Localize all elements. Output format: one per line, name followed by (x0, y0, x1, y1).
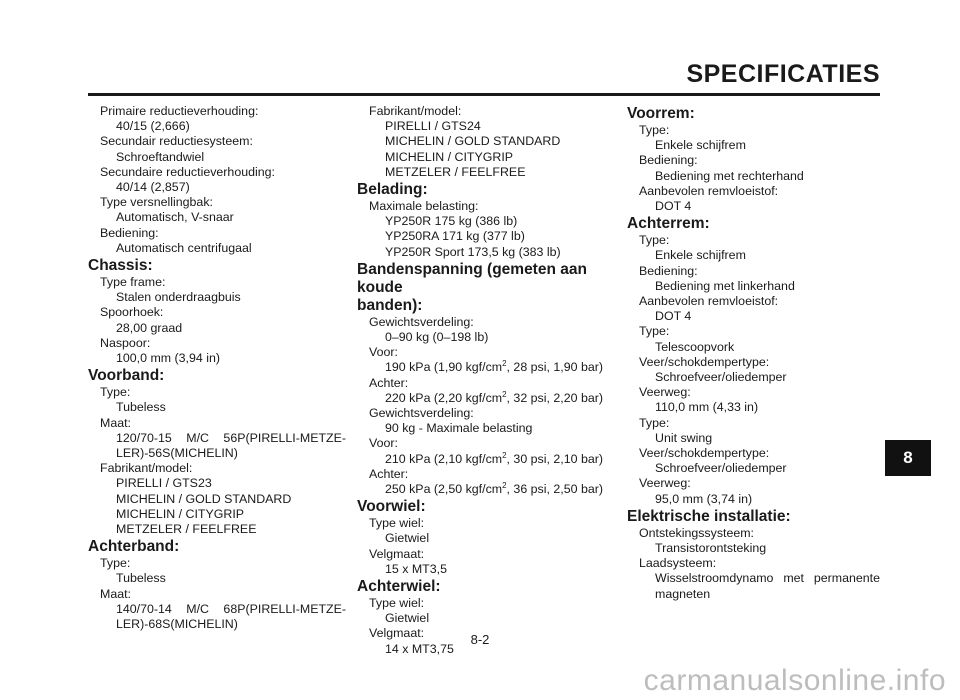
spec-label: Ontstekingssysteem: (639, 525, 755, 540)
heading-line: Bandenspanning (gemeten aan koude (357, 260, 587, 296)
spec-label: Type wiel: (369, 596, 425, 611)
spec-label: Gewichtsverdeling: (369, 314, 474, 329)
spec-value: METZELER / FEELFREE (116, 522, 257, 537)
spec-label: Bediening: (100, 225, 159, 240)
spec-label: Aanbevolen remvloeistof: (639, 294, 779, 309)
spec-value: LER)-56S(MICHELIN) (116, 446, 238, 461)
superscript: 2 (502, 450, 507, 460)
spec-value: MICHELIN / CITYGRIP (116, 506, 245, 521)
spec-label: Type: (100, 385, 131, 400)
spec-value: Automatisch, V-snaar (116, 210, 234, 225)
spec-value: Stalen onderdraagbuis (116, 290, 241, 305)
spec-value: 15 x MT3,5 (385, 561, 447, 576)
spec-value: DOT 4 (655, 309, 692, 324)
spec-value: LER)-68S(MICHELIN) (116, 617, 238, 632)
spec-label: Laadsysteem: (639, 556, 717, 571)
spec-label: Veer/schokdempertype: (639, 354, 770, 369)
spec-label: Type: (639, 324, 670, 339)
pressure-text: 190 kPa (1,90 kgf/cm (385, 360, 503, 375)
section-heading-achterwiel: Achterwiel: (357, 578, 441, 596)
spec-value: 110,0 mm (4,33 in) (655, 400, 759, 415)
spec-label: Type: (100, 556, 131, 571)
spec-value: METZELER / FEELFREE (385, 164, 526, 179)
spec-label: Velgmaat: (369, 626, 425, 641)
header-rule (88, 93, 880, 96)
spec-label: Voor: (369, 345, 398, 360)
superscript: 2 (502, 359, 507, 369)
spec-value: Gietwiel (385, 531, 430, 546)
watermark: carmanualsonline.info (643, 664, 946, 697)
spec-value: Automatisch centrifugaal (116, 240, 252, 255)
spec-label: Naspoor: (100, 335, 151, 350)
spec-label: Veerweg: (639, 476, 691, 491)
superscript: 2 (502, 480, 507, 490)
spec-value: Telescoopvork (655, 339, 735, 354)
spec-label: Achter: (369, 466, 409, 481)
spec-label: Gewichtsverdeling: (369, 406, 474, 421)
superscript: 2 (502, 389, 507, 399)
spec-label: Spoorhoek: (100, 305, 164, 320)
spec-value: MICHELIN / GOLD STANDARD (116, 491, 292, 506)
spec-value: magneten (655, 586, 711, 601)
spec-value: Transistorontsteking (655, 541, 767, 556)
page-title: SPECIFICATIES (686, 60, 880, 88)
spec-value: Bediening met rechterhand (655, 168, 804, 183)
spec-label: Secundaire reductieverhouding: (100, 164, 275, 179)
section-heading-elektrisch: Elektrische installatie: (627, 507, 791, 525)
page-number: 8-2 (470, 632, 490, 647)
spec-value: Enkele schijfrem (655, 248, 746, 263)
spec-label: Maximale belasting: (369, 199, 479, 214)
section-heading-voorband: Voorband: (88, 367, 165, 385)
spec-value: Tubeless (116, 400, 166, 415)
pressure-value (357, 452, 607, 467)
pressure-text: 210 kPa (2,10 kgf/cm (385, 451, 503, 466)
spec-value: 40/15 (2,666) (116, 119, 190, 134)
spec-label: Type versnellingbak: (100, 195, 213, 210)
section-heading-voorwiel: Voorwiel: (357, 498, 426, 516)
spec-label: Voor: (369, 436, 398, 451)
spec-value: 120/70-15 M/C 56P(PIRELLI-METZE- (116, 430, 346, 445)
spec-label: Bediening: (639, 153, 698, 168)
spec-label: Fabrikant/model: (369, 104, 462, 118)
spec-label: Veer/schokdempertype: (639, 446, 770, 461)
spec-value: 95,0 mm (3,74 in) (655, 491, 753, 506)
spec-label: Achter: (369, 375, 409, 390)
spec-value: YP250R Sport 173,5 kg (383 lb) (385, 244, 561, 259)
section-heading-chassis: Chassis: (88, 257, 153, 275)
spec-label: Type: (639, 123, 670, 137)
spec-value: Tubeless (116, 571, 166, 586)
spec-value: Schroeftandwiel (116, 149, 205, 164)
spec-value: Bediening met linkerhand (655, 278, 795, 293)
spec-value: MICHELIN / GOLD STANDARD (385, 134, 561, 149)
pressure-value (357, 360, 607, 375)
spec-value: MICHELIN / CITYGRIP (385, 149, 514, 164)
spec-label: Velgmaat: (369, 546, 425, 561)
pressure-text: , 36 psi, 2,50 bar) (506, 482, 603, 497)
spec-label: Type wiel: (369, 516, 425, 531)
spec-value: 140/70-14 M/C 68P(PIRELLI-METZE- (116, 601, 346, 616)
spec-label: Type: (639, 233, 670, 248)
spec-value: DOT 4 (655, 199, 692, 214)
pressure-text: , 32 psi, 2,20 bar) (506, 390, 603, 405)
spec-value: YP250RA 171 kg (377 lb) (385, 229, 525, 244)
spec-value: Unit swing (655, 430, 713, 445)
spec-value: Gietwiel (385, 611, 430, 626)
spec-value: 90 kg - Maximale belasting (385, 421, 533, 436)
pressure-text: 250 kPa (2,50 kgf/cm (385, 482, 503, 497)
spec-value: 14 x MT3,75 (385, 641, 454, 656)
spec-label: Bediening: (639, 263, 698, 278)
pressure-text: 220 kPa (2,20 kgf/cm (385, 390, 503, 405)
pressure-text: , 30 psi, 2,10 bar) (506, 451, 603, 466)
column-3 (627, 104, 880, 602)
spec-value: 0–90 kg (0–198 lb) (385, 330, 489, 345)
spec-label: Maat: (100, 415, 131, 430)
spec-value: PIRELLI / GTS24 (385, 119, 481, 134)
spec-label: Type: (639, 415, 670, 430)
spec-label: Secundair reductiesysteem: (100, 134, 253, 149)
spec-value: 40/14 (2,857) (116, 180, 190, 195)
spec-value: Schroefveer/oliedemper (655, 370, 787, 385)
pressure-text: , 28 psi, 1,90 bar) (506, 360, 603, 375)
section-heading-voorrem: Voorrem: (627, 105, 695, 122)
spec-label: Primaire reductieverhouding: (100, 104, 259, 118)
column-1 (88, 104, 346, 632)
pressure-value (357, 482, 607, 497)
spec-label: Fabrikant/model: (100, 461, 193, 476)
section-heading-belading: Belading: (357, 181, 428, 199)
chapter-tab: 8 (885, 440, 931, 476)
spec-label: Type frame: (100, 275, 166, 290)
section-heading-achterrem: Achterrem: (627, 215, 710, 233)
section-heading-achterband: Achterband: (88, 538, 180, 556)
spec-value: Enkele schijfrem (655, 138, 746, 153)
spec-value: PIRELLI / GTS23 (116, 476, 212, 491)
spec-value: Schroefveer/oliedemper (655, 461, 787, 476)
spec-label: Maat: (100, 586, 131, 601)
heading-line: banden): (357, 296, 423, 314)
column-2 (357, 104, 607, 657)
section-heading-bandenspanning (357, 261, 607, 315)
spec-label: Veerweg: (639, 385, 691, 400)
spec-value: 100,0 mm (3,94 in) (116, 351, 220, 366)
spec-value: Wisselstroomdynamo met permanente (655, 571, 880, 586)
spec-value: YP250R 175 kg (386 lb) (385, 214, 518, 229)
spec-value: 28,00 graad (116, 320, 183, 335)
spec-label: Aanbevolen remvloeistof: (639, 183, 779, 198)
pressure-value (357, 391, 607, 406)
